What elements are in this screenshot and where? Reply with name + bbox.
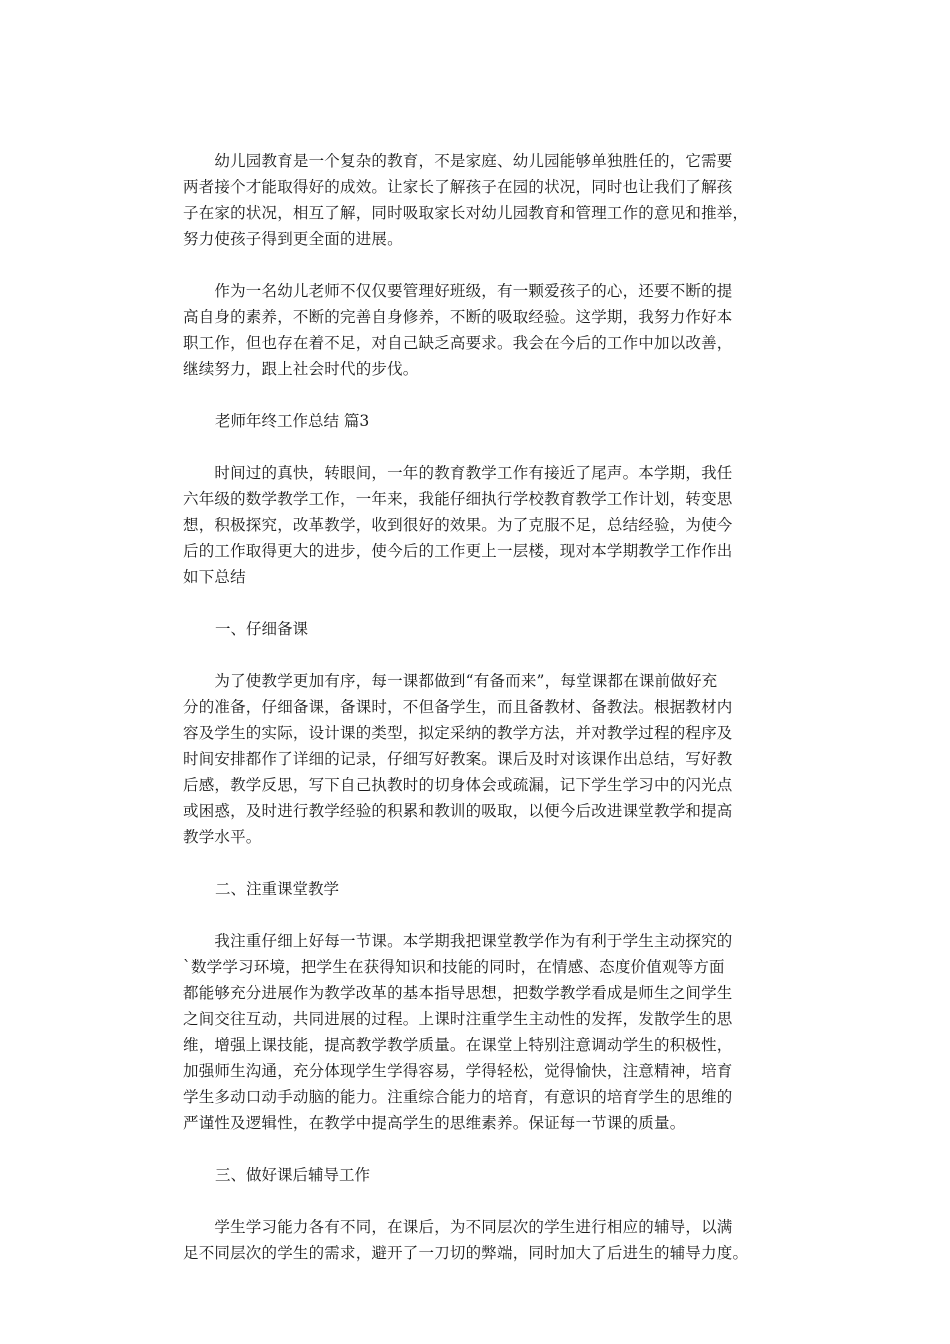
text-line: 学生学习能力各有不同，在课后，为不同层次的学生进行相应的辅导，以满 [183, 1218, 733, 1236]
text-line: 幼儿园教育是一个复杂的教育，不是家庭、幼儿园能够单独胜任的，它需要 [183, 152, 733, 170]
paragraph-spacer [183, 252, 783, 278]
text-line: 学生多动口动手动脑的能力。注重综合能力的培育，有意识的培育学生的思维的 [183, 1088, 733, 1106]
paragraph-spacer [183, 902, 783, 928]
section-heading: 三、做好课后辅导工作 [215, 1166, 371, 1184]
paragraph [183, 148, 783, 252]
paragraph-spacer [183, 590, 783, 616]
paragraph [183, 1214, 783, 1266]
text-line: 子在家的状况，相互了解，同时吸取家长对幼儿园教育和管理工作的意见和推举， [183, 204, 749, 222]
text-line: 想，积极探究，改革教学，收到很好的效果。为了克服不足，总结经验，为使今 [183, 516, 733, 534]
text-line: 教学水平。 [183, 828, 262, 846]
text-line: 为了使教学更加有序，每一课都做到“有备而来”，每堂课都在课前做好充 [183, 672, 718, 690]
text-line: 或困惑，及时进行教学经验的积累和教训的吸取，以便今后改进课堂教学和提高 [183, 802, 733, 820]
document-page [183, 148, 783, 1266]
text-line: `数学学习环境，把学生在获得知识和技能的同时，在情感、态度价值观等方面 [183, 958, 725, 976]
text-line: 高自身的素养，不断的完善自身修养，不断的吸取经验。这学期，我努力作好本 [183, 308, 733, 326]
paragraph-spacer [183, 642, 783, 668]
text-line: 职工作，但也存在着不足，对自己缺乏高要求。我会在今后的工作中加以改善， [183, 334, 733, 352]
text-line: 两者接个才能取得好的成效。让家长了解孩子在园的状况，同时也让我们了解孩 [183, 178, 733, 196]
text-line: 六年级的数学教学工作，一年来，我能仔细执行学校教育教学工作计划，转变思 [183, 490, 733, 508]
section-heading: 二、注重课堂教学 [215, 880, 340, 898]
text-line: 后的工作取得更大的进步，使今后的工作更上一层楼，现对本学期教学工作作出 [183, 542, 733, 560]
paragraph-spacer [183, 1188, 783, 1214]
section-heading: 老师年终工作总结 篇3 [215, 412, 370, 430]
section-heading: 一、仔细备课 [215, 620, 309, 638]
text-line: 我注重仔细上好每一节课。本学期我把课堂教学作为有利于学生主动探究的 [183, 932, 733, 950]
text-line: 如下总结 [183, 568, 246, 586]
text-line: 作为一名幼儿老师不仅仅要管理好班级，有一颗爱孩子的心，还要不断的提 [183, 282, 733, 300]
text-line: 继续努力，跟上社会时代的步伐。 [183, 360, 419, 378]
paragraph-spacer [183, 382, 783, 408]
text-line: 时间过的真快，转眼间，一年的教育教学工作有接近了尾声。本学期，我任 [183, 464, 733, 482]
text-line: 足不同层次的学生的需求，避开了一刀切的弊端，同时加大了后进生的辅导力度。 [183, 1244, 749, 1262]
paragraph [183, 460, 783, 590]
paragraph-spacer [183, 434, 783, 460]
text-line: 严谨性及逻辑性，在教学中提高学生的思维素养。保证每一节课的质量。 [183, 1114, 686, 1132]
text-line: 后感，教学反思，写下自己执教时的切身体会或疏漏，记下学生学习中的闪光点 [183, 776, 733, 794]
paragraph-spacer [183, 850, 783, 876]
text-line: 容及学生的实际，设计课的类型，拟定采纳的教学方法，并对教学过程的程序及 [183, 724, 733, 742]
paragraph [183, 668, 783, 850]
paragraph [183, 278, 783, 382]
paragraph [183, 928, 783, 1136]
text-line: 努力使孩子得到更全面的进展。 [183, 230, 403, 248]
text-line: 分的准备，仔细备课，备课时，不但备学生，而且备教材、备教法。根据教材内 [183, 698, 733, 716]
text-line: 时间安排都作了详细的记录，仔细写好教案。课后及时对该课作出总结，写好教 [183, 750, 733, 768]
text-line: 维，增强上课技能，提高教学教学质量。在课堂上特别注意调动学生的积极性， [183, 1036, 733, 1054]
text-line: 之间交往互动，共同进展的过程。上课时注重学生主动性的发挥，发散学生的思 [183, 1010, 733, 1028]
text-line: 加强师生沟通，充分体现学生学得容易，学得轻松，觉得愉快，注意精神，培育 [183, 1062, 733, 1080]
text-line: 都能够充分进展作为教学改革的基本指导思想，把数学教学看成是师生之间学生 [183, 984, 733, 1002]
paragraph-spacer [183, 1136, 783, 1162]
